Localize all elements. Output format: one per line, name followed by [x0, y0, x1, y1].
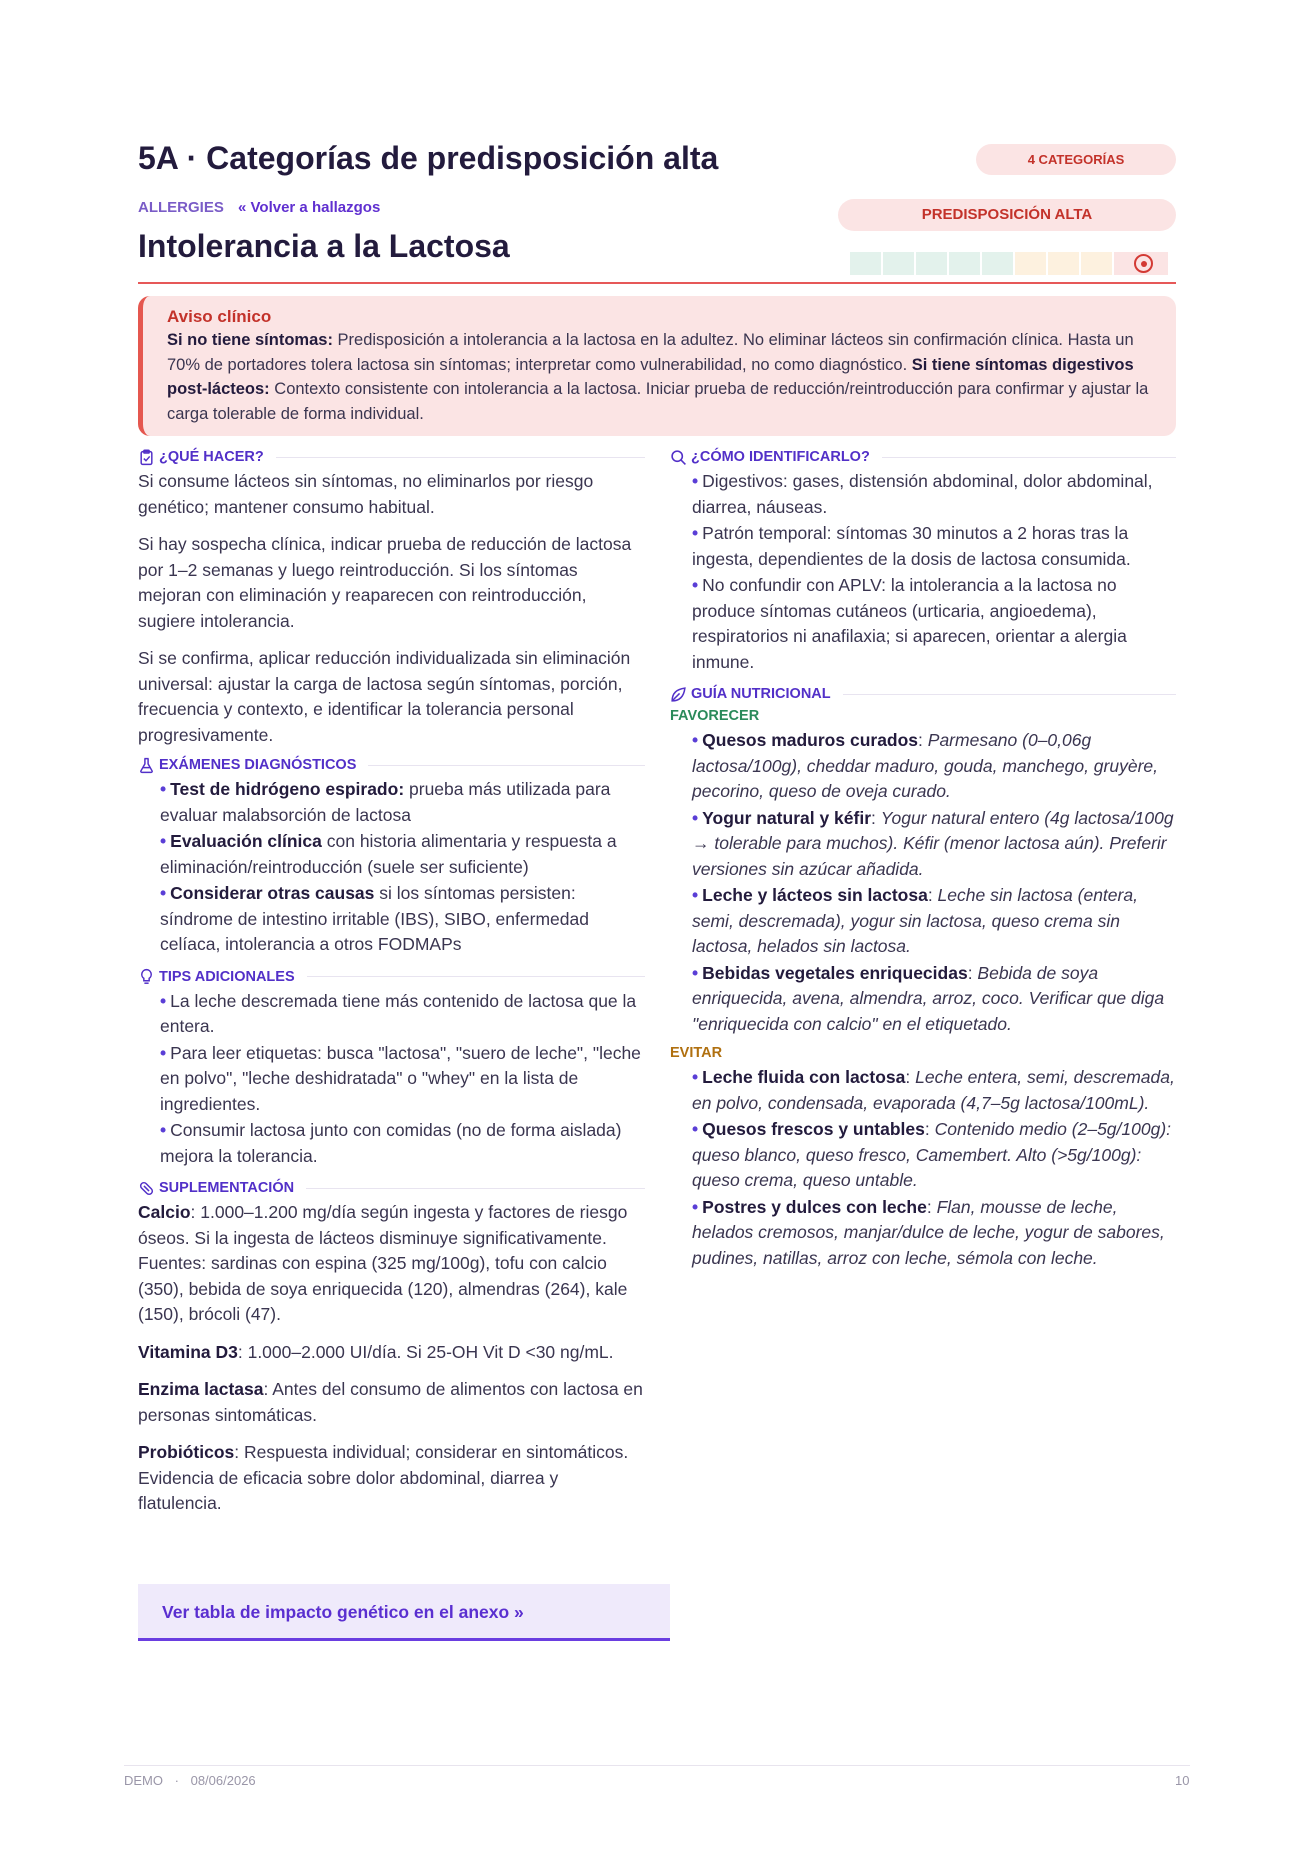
footer-date: 08/06/2026	[190, 1773, 256, 1788]
notice-symptoms-text: Contexto consistente con intolerancia a la lactosa. Iniciar prueba de reducción/reintroducción para confirmar y ajustar la carga tolerable de forma individual.	[167, 380, 1149, 423]
tips-list	[138, 989, 645, 1170]
section-suplementacion	[138, 1177, 645, 1199]
leaf-icon	[670, 686, 687, 703]
section-title-examenes: EXÁMENES DIAGNÓSTICOS	[159, 757, 357, 773]
lightbulb-icon	[138, 968, 155, 985]
risk-scale-segment	[1048, 252, 1079, 275]
section-como-identificar	[670, 446, 1176, 468]
section-que-hacer	[138, 446, 645, 468]
supplement-item: Vitamina D3: 1.000–2.000 UI/día. Si 25-OH Vit D <30 ng/mL.	[138, 1341, 614, 1362]
footer-label: DEMO	[124, 1773, 163, 1788]
right-column	[670, 446, 1176, 1279]
target-icon	[1114, 252, 1168, 275]
section-title-guia: GUÍA NUTRICIONAL	[691, 686, 831, 702]
footer-meta	[124, 1773, 256, 1788]
list-item: • Para leer etiquetas: busca "lactosa", "suero de leche", "leche en polvo", "leche deshidratada" o "whey" en la lista de ingredientes.	[160, 1042, 641, 1114]
list-item: • Consumir lactosa junto con comidas (no de forma aislada) mejora la tolerancia.	[160, 1120, 622, 1166]
evitar-list	[670, 1065, 1176, 1271]
search-icon	[670, 449, 687, 466]
header-divider	[138, 282, 1176, 284]
supplement-item: Enzima lactasa: Antes del consumo de alimentos con lactosa en personas sintomáticas.	[138, 1379, 643, 1425]
section-title: 5A · Categorías de predisposición alta	[138, 140, 719, 176]
clinical-notice	[138, 296, 1176, 436]
risk-scale-segment	[916, 252, 947, 275]
que-hacer-paragraph: Si se confirma, aplicar reducción individualizada sin eliminación universal: ajustar la carga de lactosa según síntomas, porción, frecuencia y contexto, e identificar la tolerancia personal progresivamente.	[138, 648, 631, 745]
page-number: 10	[1175, 1773, 1190, 1788]
section-title-suplementacion: SUPLEMENTACIÓN	[159, 1180, 295, 1196]
risk-scale-segment	[1081, 252, 1112, 275]
risk-scale-segment	[883, 252, 914, 275]
pill-icon	[138, 1180, 155, 1197]
footer-separator: ·	[174, 1773, 179, 1788]
list-item: • Bebidas vegetales enriquecidas: Bebida de soya enriquecida, avena, almendra, arroz, coco. Verificar que diga "enriquecida con calcio" en el etiquetado.	[692, 962, 1165, 1034]
notice-no-symptoms-text: Predisposición a intolerancia a la lactosa en la adultez. No eliminar lácteos sin confirmación clínica. Hasta un 70% de portadores tolera lactosa sin síntomas; interpretar como vulnerabilidad, no como diagnóstico.	[167, 331, 1134, 374]
risk-scale-segment	[1015, 252, 1046, 275]
section-examenes	[138, 754, 645, 776]
risk-scale	[850, 252, 1168, 275]
footer-divider	[124, 1765, 1190, 1766]
list-item: • Leche fluida con lactosa: Leche entera, semi, descremada, en polvo, condensada, evaporada (4,7–5g lactosa/100mL).	[692, 1067, 1175, 1113]
genetic-impact-table-link[interactable]: Ver tabla de impacto genético en el anexo »	[138, 1584, 670, 1641]
que-hacer-paragraph: Si hay sospecha clínica, indicar prueba de reducción de lactosa por 1–2 semanas y luego reintroducción. Si los síntomas mejoran con eliminación y reaparecen con reintroducción, sugiere intolerancia.	[138, 534, 632, 631]
list-item: • Yogur natural y kéfir: Yogur natural entero (4g lactosa/100g → tolerable para muchos). Kéfir (menor lactosa aún). Preferir versiones sin azúcar añadida.	[692, 807, 1174, 879]
left-column	[138, 446, 645, 1529]
list-item: • Postres y dulces con leche: Flan, mousse de leche, helados cremosos, manjar/dulce de leche, yogur de sabores, pudines, natillas, arroz con leche, sémola con leche.	[692, 1196, 1165, 1268]
list-item: • Patrón temporal: síntomas 30 minutos a 2 horas tras la ingesta, dependientes de la dosis de lactosa consumida.	[692, 523, 1131, 569]
list-item: • Leche y lácteos sin lactosa: Leche sin lactosa (entera, semi, descremada), yogur sin lactosa, queso crema sin lactosa, helados sin lactosa.	[692, 885, 1138, 956]
notice-symptoms-label: Si tiene síntomas digestivos post-lácteos:	[167, 355, 1134, 398]
risk-scale-segment	[850, 252, 881, 275]
back-to-findings-link[interactable]: « Volver a hallazgos	[238, 199, 381, 216]
flask-icon	[138, 757, 155, 774]
examenes-list	[138, 777, 645, 958]
section-title-tips: TIPS ADICIONALES	[159, 968, 295, 985]
categories-badge: 4 CATEGORÍAS	[976, 144, 1176, 175]
favorecer-label: FAVORECER	[670, 708, 760, 724]
identify-list	[670, 469, 1176, 675]
predisposition-badge: PREDISPOSICIÓN ALTA	[838, 199, 1176, 231]
favorecer-list	[670, 728, 1176, 1037]
finding-title: Intolerancia a la Lactosa	[138, 228, 510, 264]
section-title-como-identificar: ¿CÓMO IDENTIFICARLO?	[691, 449, 870, 465]
list-item: • Digestivos: gases, distensión abdominal, dolor abdominal, diarrea, náuseas.	[692, 471, 1153, 517]
que-hacer-paragraph: Si consume lácteos sin síntomas, no eliminarlos por riesgo genético; mantener consumo habitual.	[138, 471, 594, 517]
supplement-item: Calcio: 1.000–1.200 mg/día según ingesta y factores de riesgo óseos. Si la ingesta de lácteos disminuye significativamente. Fuentes: sardinas con espina (325 mg/100g), tofu con calcio (350), bebida de soya enriquecida (120), almendras (264), kale (150), brócoli (47).	[138, 1202, 628, 1324]
notice-title: Aviso clínico	[167, 307, 272, 326]
section-title-que-hacer: ¿QUÉ HACER?	[159, 449, 264, 465]
list-item: • Considerar otras causas si los síntomas persisten: síndrome de intestino irritable (IBS), SIBO, enfermedad celíaca, intolerancia a otros FODMAPs	[160, 883, 589, 954]
notice-no-symptoms-label: Si no tiene síntomas:	[167, 331, 333, 349]
list-item: • Quesos maduros curados: Parmesano (0–0,06g lactosa/100g), cheddar maduro, gouda, manchego, gruyère, pecorino, queso de oveja curado.	[692, 730, 1158, 801]
category-tag: ALLERGIES	[138, 199, 224, 216]
section-guia	[670, 683, 1176, 705]
list-item: • No confundir con APLV: la intolerancia a la lactosa no produce síntomas cutáneos (urticaria, angioedema), respiratorios ni anafilaxia; si aparecen, orientar a alergia inmune.	[692, 575, 1127, 672]
evitar-label: EVITAR	[670, 1045, 723, 1061]
risk-scale-segment	[982, 252, 1013, 275]
notice-body	[167, 328, 1154, 426]
supplement-item: Probióticos: Respuesta individual; considerar en sintomáticos. Evidencia de eficacia sobre dolor abdominal, diarrea y flatulencia.	[138, 1442, 629, 1513]
list-item: • Evaluación clínica con historia alimentaria y respuesta a eliminación/reintroducción (suele ser suficiente)	[160, 831, 617, 877]
section-tips	[138, 966, 645, 988]
risk-scale-segment	[949, 252, 980, 275]
clipboard-check-icon	[138, 449, 155, 466]
list-item: • Quesos frescos y untables: Contenido medio (2–5g/100g): queso blanco, queso fresco, Camembert. Alto (>5g/100g): queso crema, queso untable.	[692, 1119, 1172, 1190]
list-item: • La leche descremada tiene más contenido de lactosa que la entera.	[160, 990, 637, 1036]
breadcrumb	[138, 199, 380, 216]
list-item: • Test de hidrógeno espirado: prueba más utilizada para evaluar malabsorción de lactosa	[160, 779, 611, 825]
